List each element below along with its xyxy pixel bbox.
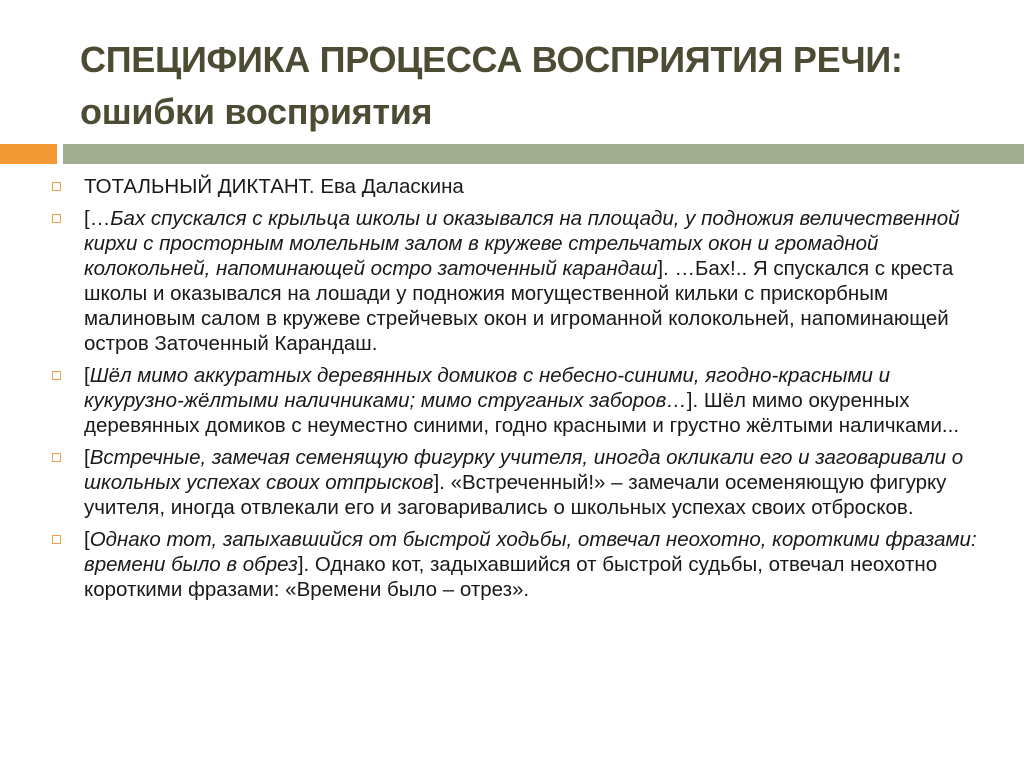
bullet-list bbox=[48, 174, 988, 609]
item-prefix: [ bbox=[84, 446, 90, 469]
list-item bbox=[48, 527, 988, 602]
square-bullet-icon bbox=[52, 535, 61, 544]
item-prefix: [… bbox=[84, 207, 111, 230]
square-bullet-icon bbox=[52, 182, 61, 191]
list-item bbox=[48, 363, 988, 438]
item-prefix: [ bbox=[84, 364, 90, 387]
slide-title bbox=[80, 34, 980, 138]
slide-title-line-2: ошибки восприятия bbox=[80, 91, 433, 132]
item-distortion: ]. …Бах!.. Я спускался с креста школы и оказывался на лошади у подножия могущественной кильки с прискорбным малиновым салом в кружеве стрейчевых окон и игроманной колокольней, напоминающей остров Заточенный Карандаш. bbox=[84, 257, 954, 355]
item-quote: Бах спускался с крыльца школы и оказывался на площади, у подножия величественной кирхи с просторным молельным залом в кружеве стрельчатых окон и громадной колокольней, напоминающей остро заточенный карандаш bbox=[84, 207, 960, 280]
item-quote: Встречные, замечая семенящую фигурку учителя, иногда окликали его и заговаривали о школьных успехах своих отпрысков bbox=[84, 446, 964, 494]
item-distortion: ]. Шёл мимо окуренных деревянных домиков с неуместно синими, годно красными и грустно жёлтыми наличками... bbox=[84, 389, 960, 437]
orange-accent-bar bbox=[0, 144, 57, 164]
item-distortion: ]. Однако кот, задыхавшийся от быстрой судьбы, отвечал неохотно короткими фразами: «Времени было – отрез». bbox=[84, 553, 938, 601]
item-quote: Однако тот, запыхавшийся от быстрой ходьбы, отвечал неохотно, короткими фразами: времени было в обрез bbox=[84, 528, 977, 576]
item-quote: Шёл мимо аккуратных деревянных домиков с небесно-синими, ягодно-красными и кукурузно-жёлтыми наличниками; мимо струганых заборов… bbox=[84, 364, 891, 412]
item-prefix: [ bbox=[84, 528, 90, 551]
list-item bbox=[48, 445, 988, 520]
slide-title-line-1: СПЕЦИФИКА ПРОЦЕССА ВОСПРИЯТИЯ РЕЧИ: bbox=[80, 39, 903, 80]
item-distortion: ]. «Встреченный!» – замечали осеменяющую фигурку учителя, иногда отвлекали его и заговаривались о школьных успехах своих отбросков. bbox=[84, 471, 947, 519]
square-bullet-icon bbox=[52, 214, 61, 223]
list-item bbox=[48, 206, 988, 356]
square-bullet-icon bbox=[52, 371, 61, 380]
green-accent-bar bbox=[63, 144, 1024, 164]
list-item bbox=[48, 174, 988, 199]
item-text: ТОТАЛЬНЫЙ ДИКТАНТ. Ева Даласкина bbox=[84, 175, 464, 198]
square-bullet-icon bbox=[52, 453, 61, 462]
